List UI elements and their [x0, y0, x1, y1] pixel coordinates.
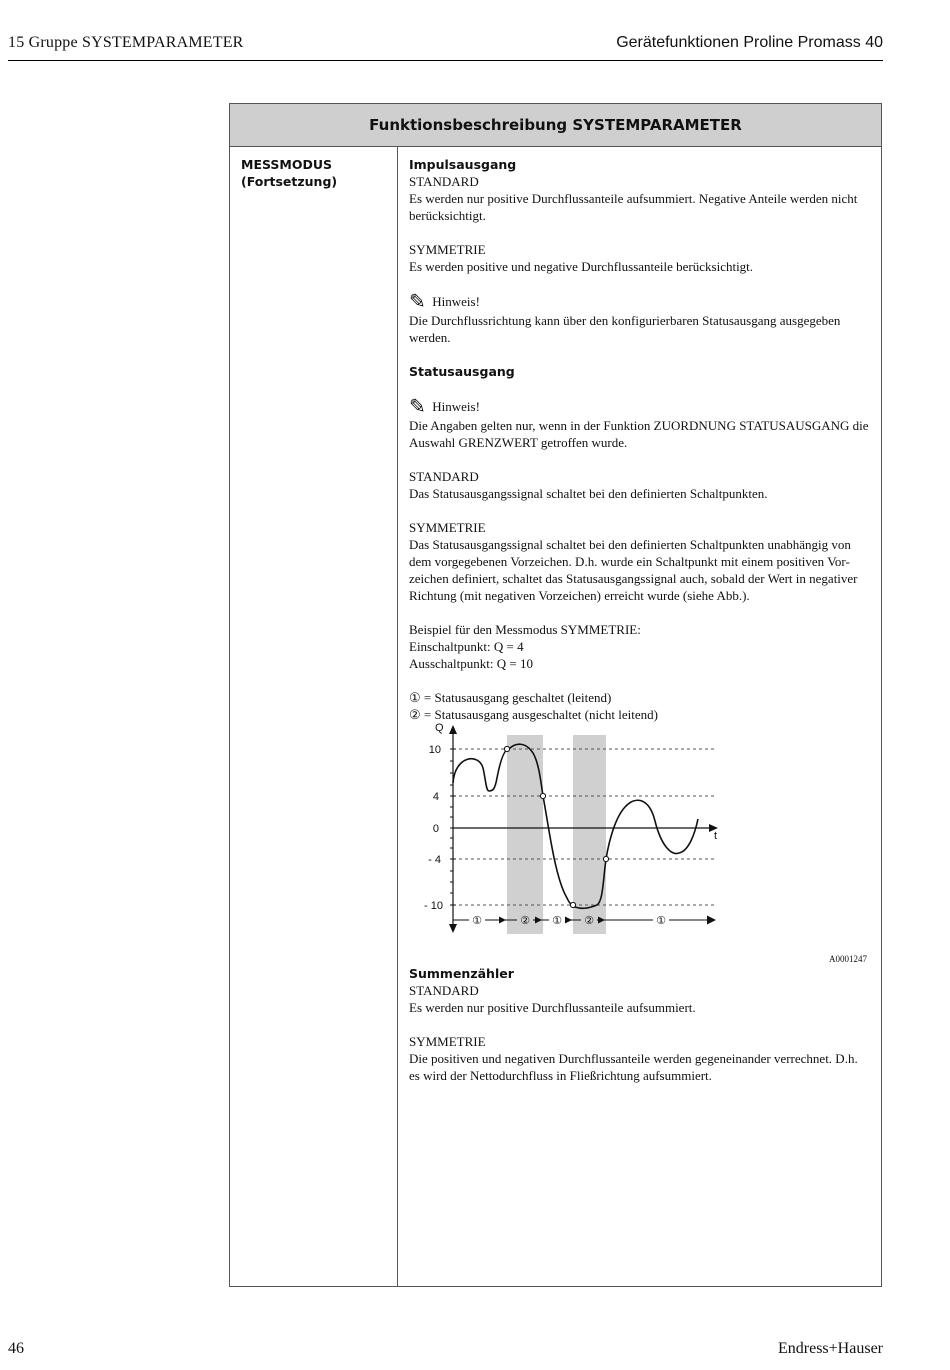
switch-point-off-2	[570, 902, 575, 907]
function-name-cell	[241, 156, 337, 190]
function-continuation: (Fortsetzung)	[241, 174, 338, 189]
summen-symmetry-label: SYMMETRIE	[409, 1034, 486, 1049]
pencil-icon: ✎	[409, 396, 426, 418]
timeline-state-1: ①	[472, 914, 482, 927]
impuls-standard-label: STANDARD	[409, 174, 479, 189]
status-symmetry-desc-1: Das Statusausgangssignal schaltet bei den definierten Schaltpunkten unabhängig von	[409, 537, 851, 552]
legend-unswitched: ② = Statusausgang ausgeschaltet (nicht leitend)	[409, 707, 658, 722]
impuls-standard-desc-2: berücksichtigt.	[409, 208, 486, 223]
summen-heading: Summenzähler	[409, 966, 514, 981]
note-label: Hinweis!	[432, 294, 480, 309]
column-divider	[397, 146, 398, 1286]
summen-standard-desc: Es werden nur positive Durchflussanteile aufsummiert.	[409, 1000, 696, 1015]
tick-label-4: 4	[432, 791, 439, 803]
example-line-2: Einschaltpunkt: Q = 4	[409, 639, 524, 654]
status-symmetry-label: SYMMETRIE	[409, 520, 486, 535]
brand-logo-text: Endress+Hauser	[778, 1340, 883, 1357]
function-description-table	[229, 103, 882, 1287]
timeline-state-5: ①	[656, 914, 666, 927]
summen-standard-label: STANDARD	[409, 983, 479, 998]
y-axis-arrow-up	[449, 725, 457, 734]
zone-off-2	[573, 735, 606, 934]
tick-label-minus-4: - 4	[428, 854, 441, 866]
function-name: MESSMODUS	[241, 157, 333, 172]
page-number: 46	[8, 1340, 24, 1357]
pencil-icon: ✎	[409, 291, 426, 313]
impuls-note-2: werden.	[409, 330, 451, 345]
summen-symmetry-desc-2: es wird der Nettodurchfluss in Fließrichtung aufsummiert.	[409, 1068, 712, 1083]
x-axis-label: t	[714, 830, 718, 842]
impuls-symmetry-desc: Es werden positive und negative Durchflussanteile berücksichtigt.	[409, 259, 754, 274]
status-standard-label: STANDARD	[409, 469, 479, 484]
switching-diagram-svg	[409, 723, 729, 953]
status-symmetry-desc-2: dem vorgegebenen Vorzeichen. D.h. wurde ein Schaltpunkt mit einem positiven Vor-	[409, 554, 850, 569]
tick-label-0: 0	[432, 823, 439, 835]
timeline-state-4: ②	[584, 914, 594, 927]
header-document-title: Gerätefunktionen Proline Promass 40	[616, 34, 883, 51]
status-symmetry-desc-4: Richtung (mit negativen Vorzeichen) erreicht wurde (siehe Abb.).	[409, 588, 750, 603]
example-line-3: Ausschaltpunkt: Q = 10	[409, 656, 533, 671]
tick-label-minus-10: - 10	[424, 900, 443, 912]
timeline-state-3: ①	[552, 914, 562, 927]
status-standard-desc: Das Statusausgangssignal schaltet bei den definierten Schaltpunkten.	[409, 486, 768, 501]
impuls-note-1: Die Durchflussrichtung kann über den konfigurierbaren Statusausgang ausgegeben	[409, 313, 841, 328]
status-note-2: Auswahl GRENZWERT getroffen wurde.	[409, 435, 628, 450]
status-heading: Statusausgang	[409, 364, 515, 379]
tick-label-10: 10	[428, 744, 441, 756]
note-label: Hinweis!	[432, 399, 480, 414]
switching-diagram	[409, 723, 729, 953]
legend-switched: ① = Statusausgang geschaltet (leitend)	[409, 690, 612, 705]
switch-point-on-1	[540, 793, 545, 798]
summen-symmetry-desc-1: Die positiven und negativen Durchflussanteile werden gegeneinander verrechnet. D.h.	[409, 1051, 858, 1066]
y-axis-arrow-down	[449, 924, 457, 933]
switch-point-on-2	[603, 856, 608, 861]
header-rule	[8, 60, 883, 61]
table-title: Funktionsbeschreibung SYSTEMPARAMETER	[230, 104, 881, 147]
figure-id: A0001247	[829, 954, 867, 964]
example-line-1: Beispiel für den Messmodus SYMMETRIE:	[409, 622, 641, 637]
note-heading	[409, 397, 875, 417]
status-symmetry-desc-3: zeichen definiert, schaltet das Statusausgangssignal auch, sobald der Wert in negativer	[409, 571, 858, 586]
status-note-1: Die Angaben gelten nur, wenn in der Funktion ZUORDNUNG STATUSAUSGANG die	[409, 418, 869, 433]
header-chapter-title: 15 Gruppe SYSTEMPARAMETER	[8, 34, 244, 51]
note-heading	[409, 292, 875, 312]
y-axis-label: Q	[435, 723, 444, 734]
function-description-cell	[409, 156, 875, 1084]
impuls-heading: Impulsausgang	[409, 157, 517, 172]
impuls-standard-desc-1: Es werden nur positive Durchflussanteile aufsummiert. Negative Anteile werden nicht	[409, 191, 858, 206]
switch-point-off-1	[504, 746, 509, 751]
impuls-symmetry-label: SYMMETRIE	[409, 242, 486, 257]
timeline-state-2: ②	[520, 914, 530, 927]
